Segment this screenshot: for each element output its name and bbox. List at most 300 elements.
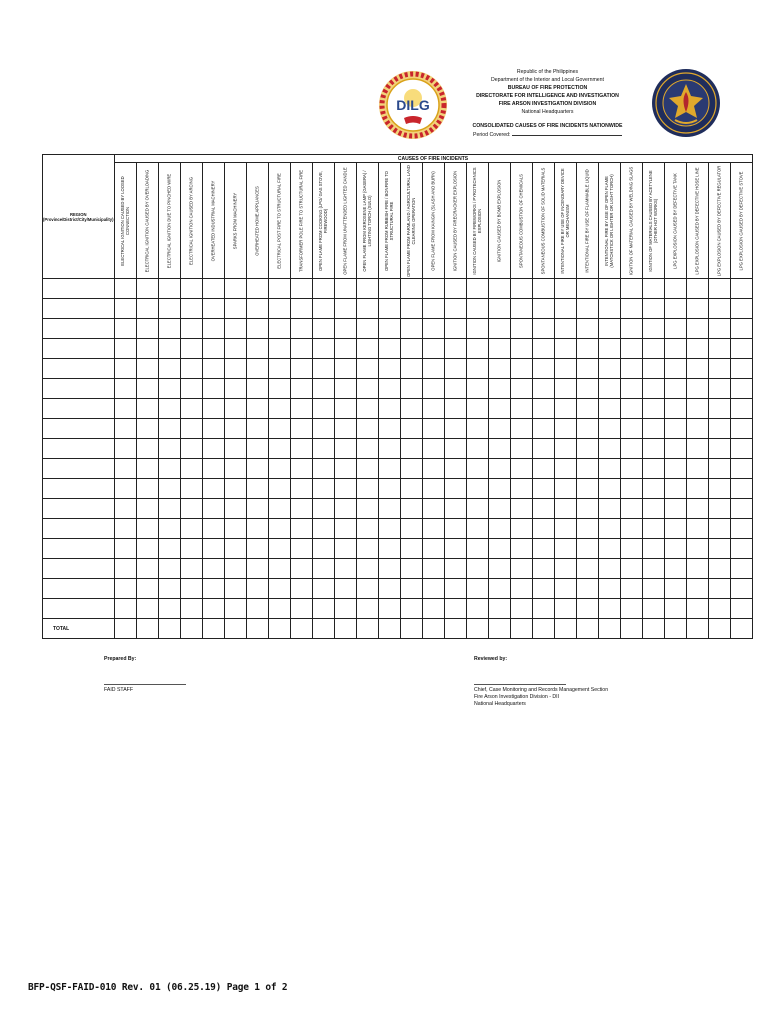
count-cell[interactable] [400, 419, 422, 439]
count-cell[interactable] [730, 559, 752, 579]
count-cell[interactable] [400, 479, 422, 499]
count-cell[interactable] [444, 479, 466, 499]
total-cell[interactable] [312, 619, 334, 639]
count-cell[interactable] [664, 539, 686, 559]
count-cell[interactable] [708, 359, 730, 379]
count-cell[interactable] [730, 279, 752, 299]
count-cell[interactable] [356, 359, 378, 379]
count-cell[interactable] [664, 379, 686, 399]
count-cell[interactable] [356, 299, 378, 319]
count-cell[interactable] [356, 539, 378, 559]
count-cell[interactable] [422, 399, 444, 419]
region-cell[interactable] [43, 279, 115, 299]
count-cell[interactable] [400, 439, 422, 459]
count-cell[interactable] [620, 499, 642, 519]
count-cell[interactable] [642, 559, 664, 579]
total-cell[interactable] [158, 619, 180, 639]
period-covered-field[interactable] [512, 130, 622, 136]
count-cell[interactable] [136, 319, 158, 339]
count-cell[interactable] [136, 439, 158, 459]
count-cell[interactable] [400, 519, 422, 539]
count-cell[interactable] [268, 399, 290, 419]
count-cell[interactable] [598, 439, 620, 459]
total-cell[interactable] [642, 619, 664, 639]
count-cell[interactable] [642, 379, 664, 399]
count-cell[interactable] [202, 279, 224, 299]
count-cell[interactable] [686, 439, 708, 459]
count-cell[interactable] [202, 499, 224, 519]
count-cell[interactable] [400, 279, 422, 299]
total-cell[interactable] [356, 619, 378, 639]
count-cell[interactable] [576, 359, 598, 379]
count-cell[interactable] [576, 279, 598, 299]
count-cell[interactable] [180, 539, 202, 559]
count-cell[interactable] [532, 279, 554, 299]
count-cell[interactable] [136, 359, 158, 379]
count-cell[interactable] [114, 599, 136, 619]
count-cell[interactable] [312, 399, 334, 419]
count-cell[interactable] [180, 479, 202, 499]
count-cell[interactable] [730, 599, 752, 619]
count-cell[interactable] [730, 499, 752, 519]
count-cell[interactable] [268, 519, 290, 539]
count-cell[interactable] [422, 539, 444, 559]
count-cell[interactable] [158, 499, 180, 519]
count-cell[interactable] [136, 559, 158, 579]
count-cell[interactable] [378, 479, 400, 499]
count-cell[interactable] [532, 479, 554, 499]
count-cell[interactable] [312, 559, 334, 579]
count-cell[interactable] [246, 579, 268, 599]
count-cell[interactable] [334, 539, 356, 559]
count-cell[interactable] [620, 539, 642, 559]
total-cell[interactable] [686, 619, 708, 639]
count-cell[interactable] [554, 359, 576, 379]
count-cell[interactable] [290, 559, 312, 579]
count-cell[interactable] [532, 419, 554, 439]
count-cell[interactable] [642, 399, 664, 419]
count-cell[interactable] [488, 419, 510, 439]
count-cell[interactable] [532, 339, 554, 359]
count-cell[interactable] [532, 319, 554, 339]
count-cell[interactable] [620, 599, 642, 619]
count-cell[interactable] [312, 499, 334, 519]
count-cell[interactable] [114, 439, 136, 459]
count-cell[interactable] [554, 419, 576, 439]
count-cell[interactable] [576, 559, 598, 579]
count-cell[interactable] [466, 419, 488, 439]
count-cell[interactable] [510, 339, 532, 359]
count-cell[interactable] [554, 399, 576, 419]
count-cell[interactable] [224, 559, 246, 579]
count-cell[interactable] [400, 499, 422, 519]
count-cell[interactable] [114, 299, 136, 319]
count-cell[interactable] [378, 439, 400, 459]
count-cell[interactable] [400, 379, 422, 399]
total-cell[interactable] [598, 619, 620, 639]
count-cell[interactable] [510, 359, 532, 379]
count-cell[interactable] [708, 419, 730, 439]
count-cell[interactable] [642, 359, 664, 379]
count-cell[interactable] [708, 319, 730, 339]
count-cell[interactable] [268, 339, 290, 359]
count-cell[interactable] [378, 419, 400, 439]
count-cell[interactable] [158, 319, 180, 339]
count-cell[interactable] [334, 339, 356, 359]
count-cell[interactable] [334, 579, 356, 599]
total-cell[interactable] [620, 619, 642, 639]
count-cell[interactable] [642, 539, 664, 559]
count-cell[interactable] [708, 579, 730, 599]
count-cell[interactable] [488, 339, 510, 359]
count-cell[interactable] [488, 559, 510, 579]
count-cell[interactable] [488, 399, 510, 419]
count-cell[interactable] [664, 339, 686, 359]
count-cell[interactable] [268, 499, 290, 519]
count-cell[interactable] [268, 279, 290, 299]
count-cell[interactable] [202, 459, 224, 479]
count-cell[interactable] [400, 399, 422, 419]
count-cell[interactable] [686, 299, 708, 319]
count-cell[interactable] [620, 319, 642, 339]
count-cell[interactable] [114, 479, 136, 499]
count-cell[interactable] [510, 379, 532, 399]
count-cell[interactable] [180, 359, 202, 379]
count-cell[interactable] [730, 459, 752, 479]
count-cell[interactable] [378, 519, 400, 539]
count-cell[interactable] [488, 379, 510, 399]
count-cell[interactable] [136, 299, 158, 319]
count-cell[interactable] [400, 339, 422, 359]
count-cell[interactable] [334, 599, 356, 619]
count-cell[interactable] [180, 499, 202, 519]
count-cell[interactable] [158, 519, 180, 539]
count-cell[interactable] [554, 479, 576, 499]
count-cell[interactable] [444, 579, 466, 599]
count-cell[interactable] [554, 279, 576, 299]
count-cell[interactable] [378, 599, 400, 619]
count-cell[interactable] [356, 339, 378, 359]
count-cell[interactable] [576, 599, 598, 619]
count-cell[interactable] [488, 499, 510, 519]
count-cell[interactable] [422, 379, 444, 399]
count-cell[interactable] [686, 579, 708, 599]
count-cell[interactable] [532, 379, 554, 399]
count-cell[interactable] [510, 459, 532, 479]
count-cell[interactable] [356, 519, 378, 539]
count-cell[interactable] [598, 459, 620, 479]
region-cell[interactable] [43, 479, 115, 499]
count-cell[interactable] [488, 599, 510, 619]
count-cell[interactable] [642, 339, 664, 359]
count-cell[interactable] [268, 479, 290, 499]
count-cell[interactable] [686, 519, 708, 539]
count-cell[interactable] [488, 439, 510, 459]
count-cell[interactable] [642, 419, 664, 439]
count-cell[interactable] [532, 579, 554, 599]
count-cell[interactable] [554, 319, 576, 339]
region-cell[interactable] [43, 579, 115, 599]
count-cell[interactable] [312, 539, 334, 559]
count-cell[interactable] [312, 419, 334, 439]
region-cell[interactable] [43, 599, 115, 619]
region-cell[interactable] [43, 559, 115, 579]
count-cell[interactable] [598, 479, 620, 499]
count-cell[interactable] [444, 399, 466, 419]
count-cell[interactable] [334, 439, 356, 459]
count-cell[interactable] [400, 599, 422, 619]
count-cell[interactable] [686, 399, 708, 419]
count-cell[interactable] [532, 299, 554, 319]
total-cell[interactable] [730, 619, 752, 639]
count-cell[interactable] [114, 579, 136, 599]
count-cell[interactable] [246, 359, 268, 379]
count-cell[interactable] [180, 579, 202, 599]
count-cell[interactable] [202, 359, 224, 379]
count-cell[interactable] [356, 379, 378, 399]
count-cell[interactable] [180, 339, 202, 359]
count-cell[interactable] [730, 519, 752, 539]
count-cell[interactable] [532, 559, 554, 579]
count-cell[interactable] [488, 299, 510, 319]
count-cell[interactable] [576, 319, 598, 339]
count-cell[interactable] [224, 379, 246, 399]
count-cell[interactable] [334, 419, 356, 439]
total-cell[interactable] [334, 619, 356, 639]
count-cell[interactable] [510, 299, 532, 319]
count-cell[interactable] [290, 419, 312, 439]
count-cell[interactable] [158, 439, 180, 459]
count-cell[interactable] [356, 419, 378, 439]
count-cell[interactable] [444, 359, 466, 379]
count-cell[interactable] [510, 319, 532, 339]
count-cell[interactable] [466, 319, 488, 339]
count-cell[interactable] [312, 439, 334, 459]
count-cell[interactable] [378, 559, 400, 579]
count-cell[interactable] [576, 519, 598, 539]
count-cell[interactable] [114, 459, 136, 479]
count-cell[interactable] [488, 479, 510, 499]
total-cell[interactable] [400, 619, 422, 639]
count-cell[interactable] [356, 479, 378, 499]
region-cell[interactable] [43, 519, 115, 539]
count-cell[interactable] [708, 519, 730, 539]
count-cell[interactable] [708, 339, 730, 359]
count-cell[interactable] [620, 399, 642, 419]
count-cell[interactable] [642, 579, 664, 599]
count-cell[interactable] [202, 539, 224, 559]
total-cell[interactable] [576, 619, 598, 639]
count-cell[interactable] [158, 579, 180, 599]
count-cell[interactable] [686, 539, 708, 559]
count-cell[interactable] [466, 519, 488, 539]
count-cell[interactable] [642, 459, 664, 479]
count-cell[interactable] [158, 559, 180, 579]
count-cell[interactable] [114, 539, 136, 559]
count-cell[interactable] [532, 459, 554, 479]
count-cell[interactable] [246, 499, 268, 519]
count-cell[interactable] [532, 499, 554, 519]
total-cell[interactable] [488, 619, 510, 639]
count-cell[interactable] [400, 319, 422, 339]
count-cell[interactable] [114, 559, 136, 579]
count-cell[interactable] [730, 419, 752, 439]
count-cell[interactable] [290, 479, 312, 499]
total-cell[interactable] [136, 619, 158, 639]
count-cell[interactable] [576, 459, 598, 479]
count-cell[interactable] [664, 279, 686, 299]
count-cell[interactable] [444, 299, 466, 319]
count-cell[interactable] [444, 559, 466, 579]
count-cell[interactable] [158, 339, 180, 359]
count-cell[interactable] [488, 279, 510, 299]
count-cell[interactable] [312, 379, 334, 399]
count-cell[interactable] [708, 379, 730, 399]
count-cell[interactable] [224, 399, 246, 419]
count-cell[interactable] [576, 299, 598, 319]
count-cell[interactable] [158, 359, 180, 379]
count-cell[interactable] [268, 579, 290, 599]
count-cell[interactable] [598, 559, 620, 579]
count-cell[interactable] [576, 579, 598, 599]
count-cell[interactable] [312, 479, 334, 499]
count-cell[interactable] [466, 359, 488, 379]
count-cell[interactable] [664, 419, 686, 439]
count-cell[interactable] [620, 579, 642, 599]
count-cell[interactable] [180, 459, 202, 479]
count-cell[interactable] [400, 359, 422, 379]
count-cell[interactable] [620, 439, 642, 459]
count-cell[interactable] [246, 279, 268, 299]
count-cell[interactable] [730, 299, 752, 319]
count-cell[interactable] [686, 379, 708, 399]
count-cell[interactable] [686, 479, 708, 499]
count-cell[interactable] [664, 459, 686, 479]
count-cell[interactable] [334, 379, 356, 399]
count-cell[interactable] [422, 559, 444, 579]
count-cell[interactable] [268, 379, 290, 399]
count-cell[interactable] [664, 359, 686, 379]
count-cell[interactable] [378, 459, 400, 479]
count-cell[interactable] [686, 279, 708, 299]
count-cell[interactable] [202, 559, 224, 579]
count-cell[interactable] [620, 299, 642, 319]
count-cell[interactable] [180, 319, 202, 339]
count-cell[interactable] [598, 579, 620, 599]
count-cell[interactable] [598, 539, 620, 559]
count-cell[interactable] [444, 339, 466, 359]
count-cell[interactable] [554, 539, 576, 559]
count-cell[interactable] [730, 399, 752, 419]
count-cell[interactable] [730, 479, 752, 499]
count-cell[interactable] [356, 599, 378, 619]
count-cell[interactable] [664, 479, 686, 499]
count-cell[interactable] [290, 299, 312, 319]
count-cell[interactable] [312, 339, 334, 359]
count-cell[interactable] [378, 319, 400, 339]
count-cell[interactable] [664, 519, 686, 539]
count-cell[interactable] [554, 499, 576, 519]
count-cell[interactable] [158, 599, 180, 619]
count-cell[interactable] [202, 579, 224, 599]
count-cell[interactable] [334, 479, 356, 499]
count-cell[interactable] [356, 559, 378, 579]
count-cell[interactable] [422, 279, 444, 299]
total-cell[interactable] [708, 619, 730, 639]
count-cell[interactable] [378, 359, 400, 379]
count-cell[interactable] [708, 459, 730, 479]
count-cell[interactable] [114, 519, 136, 539]
count-cell[interactable] [708, 499, 730, 519]
count-cell[interactable] [686, 599, 708, 619]
count-cell[interactable] [158, 279, 180, 299]
count-cell[interactable] [290, 499, 312, 519]
count-cell[interactable] [422, 339, 444, 359]
count-cell[interactable] [554, 459, 576, 479]
count-cell[interactable] [246, 419, 268, 439]
count-cell[interactable] [400, 539, 422, 559]
count-cell[interactable] [224, 439, 246, 459]
count-cell[interactable] [620, 359, 642, 379]
count-cell[interactable] [532, 359, 554, 379]
count-cell[interactable] [268, 539, 290, 559]
region-cell[interactable] [43, 359, 115, 379]
total-cell[interactable] [378, 619, 400, 639]
count-cell[interactable] [224, 579, 246, 599]
total-cell[interactable] [224, 619, 246, 639]
count-cell[interactable] [642, 599, 664, 619]
count-cell[interactable] [246, 519, 268, 539]
count-cell[interactable] [576, 399, 598, 419]
count-cell[interactable] [510, 479, 532, 499]
total-cell[interactable] [532, 619, 554, 639]
count-cell[interactable] [312, 459, 334, 479]
count-cell[interactable] [180, 559, 202, 579]
count-cell[interactable] [378, 579, 400, 599]
count-cell[interactable] [334, 319, 356, 339]
count-cell[interactable] [378, 379, 400, 399]
count-cell[interactable] [312, 579, 334, 599]
count-cell[interactable] [466, 439, 488, 459]
count-cell[interactable] [224, 319, 246, 339]
count-cell[interactable] [444, 499, 466, 519]
count-cell[interactable] [642, 439, 664, 459]
count-cell[interactable] [334, 399, 356, 419]
count-cell[interactable] [400, 559, 422, 579]
count-cell[interactable] [554, 559, 576, 579]
count-cell[interactable] [730, 539, 752, 559]
count-cell[interactable] [224, 539, 246, 559]
region-cell[interactable] [43, 439, 115, 459]
count-cell[interactable] [576, 479, 598, 499]
count-cell[interactable] [334, 279, 356, 299]
count-cell[interactable] [664, 399, 686, 419]
count-cell[interactable] [686, 319, 708, 339]
count-cell[interactable] [180, 599, 202, 619]
count-cell[interactable] [466, 599, 488, 619]
total-cell[interactable] [268, 619, 290, 639]
count-cell[interactable] [620, 479, 642, 499]
count-cell[interactable] [620, 559, 642, 579]
count-cell[interactable] [620, 339, 642, 359]
count-cell[interactable] [532, 599, 554, 619]
count-cell[interactable] [246, 399, 268, 419]
count-cell[interactable] [642, 479, 664, 499]
count-cell[interactable] [466, 559, 488, 579]
total-cell[interactable] [114, 619, 136, 639]
count-cell[interactable] [642, 519, 664, 539]
count-cell[interactable] [664, 499, 686, 519]
